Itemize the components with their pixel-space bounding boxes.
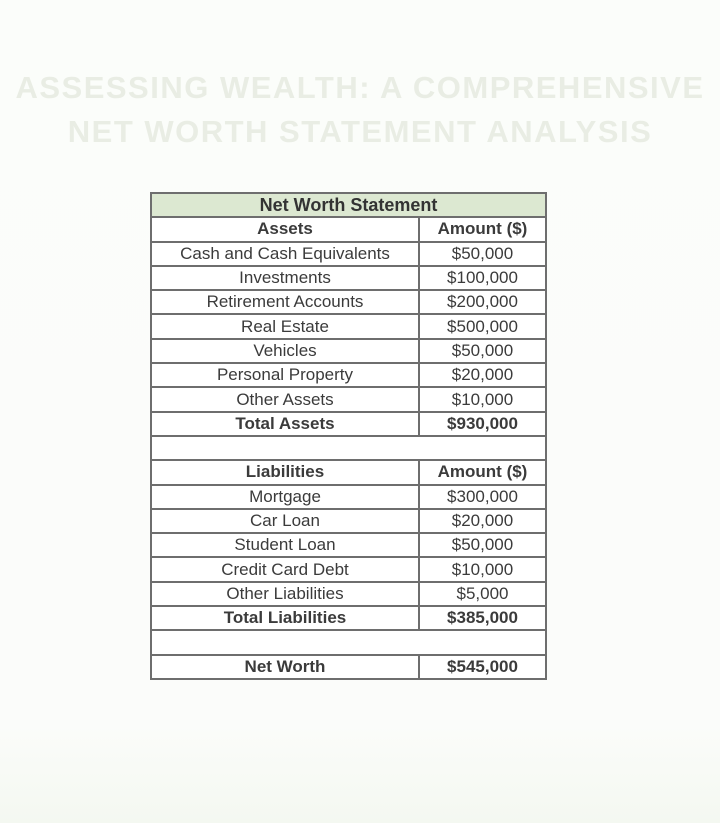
total-liabilities-row — [151, 606, 546, 630]
asset-label: Personal Property — [151, 363, 419, 387]
liability-row — [151, 582, 546, 606]
net-worth-row — [151, 655, 546, 679]
asset-row — [151, 314, 546, 338]
assets-header-row — [151, 217, 546, 241]
asset-label: Retirement Accounts — [151, 290, 419, 314]
spacer-row — [151, 630, 546, 654]
liability-row — [151, 509, 546, 533]
spacer-row — [151, 436, 546, 460]
total-assets-amount: $930,000 — [419, 412, 546, 436]
total-liabilities-label: Total Liabilities — [151, 606, 419, 630]
asset-amount: $100,000 — [419, 266, 546, 290]
asset-label: Cash and Cash Equivalents — [151, 242, 419, 266]
total-assets-label: Total Assets — [151, 412, 419, 436]
liability-row — [151, 533, 546, 557]
asset-label: Vehicles — [151, 339, 419, 363]
asset-amount: $10,000 — [419, 387, 546, 411]
asset-row — [151, 266, 546, 290]
assets-header-amount: Amount ($) — [419, 217, 546, 241]
table-title-row — [151, 193, 546, 217]
net-worth-amount: $545,000 — [419, 655, 546, 679]
page-title-line2: NET WORTH STATEMENT ANALYSIS — [67, 114, 653, 149]
liability-amount: $5,000 — [419, 582, 546, 606]
liability-label: Student Loan — [151, 533, 419, 557]
liability-label: Car Loan — [151, 509, 419, 533]
liabilities-header-amount: Amount ($) — [419, 460, 546, 484]
liability-amount: $50,000 — [419, 533, 546, 557]
asset-amount: $200,000 — [419, 290, 546, 314]
asset-row — [151, 363, 546, 387]
total-assets-row — [151, 412, 546, 436]
asset-label: Other Assets — [151, 387, 419, 411]
liability-label: Credit Card Debt — [151, 557, 419, 581]
asset-row — [151, 290, 546, 314]
asset-amount: $20,000 — [419, 363, 546, 387]
page-title-line1: ASSESSING WEALTH: A COMPREHENSIVE — [15, 70, 705, 105]
liability-row — [151, 557, 546, 581]
net-worth-statement-table — [150, 192, 547, 680]
net-worth-label: Net Worth — [151, 655, 419, 679]
asset-row — [151, 387, 546, 411]
assets-header-label: Assets — [151, 217, 419, 241]
asset-row — [151, 339, 546, 363]
page-title — [0, 66, 720, 154]
spacer-cell — [151, 630, 546, 654]
spacer-cell — [151, 436, 546, 460]
liability-row — [151, 485, 546, 509]
total-liabilities-amount: $385,000 — [419, 606, 546, 630]
asset-row — [151, 242, 546, 266]
liabilities-header-row — [151, 460, 546, 484]
asset-amount: $50,000 — [419, 242, 546, 266]
liability-label: Mortgage — [151, 485, 419, 509]
asset-label: Investments — [151, 266, 419, 290]
liability-amount: $300,000 — [419, 485, 546, 509]
asset-amount: $500,000 — [419, 314, 546, 338]
table-title: Net Worth Statement — [151, 193, 546, 217]
liability-label: Other Liabilities — [151, 582, 419, 606]
asset-amount: $50,000 — [419, 339, 546, 363]
liabilities-header-label: Liabilities — [151, 460, 419, 484]
liability-amount: $10,000 — [419, 557, 546, 581]
liability-amount: $20,000 — [419, 509, 546, 533]
asset-label: Real Estate — [151, 314, 419, 338]
